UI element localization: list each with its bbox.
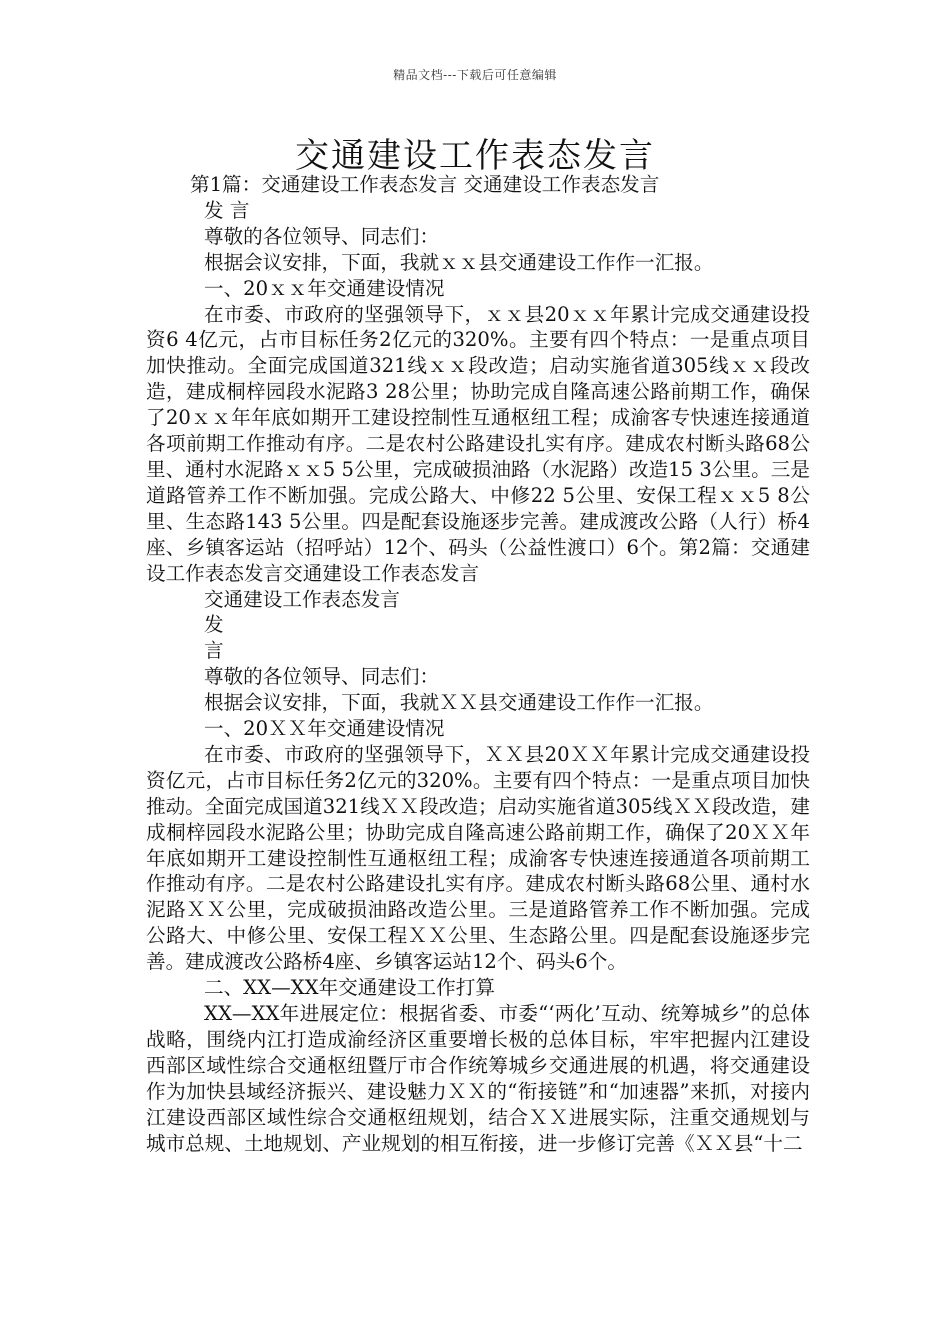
subheading: 一、20ｘｘ年交通建设情况 (204, 276, 445, 300)
body-paragraph: XX—XX年进展定位：根据省委、市委“‘两化’互动、统筹城乡”的总体战略，围绕内江打造成渝经济区重要增长极的总体目标，牢牢把握内江建设西部区域性综合交通枢纽暨厅市合作统筹城乡交通进展的机遇，将交通建设作为加快县域经济振兴、建设魅力ＸＸ的“衔接链”和“加速器”来抓，对接内江建设西部区域性综合交通枢纽规划，结合ＸＸ进展实际，注重交通规划与城市总规、土地规划、产业规划的相互衔接，进一步修订完善《ＸＸ县“十二 (146, 1002, 810, 1155)
speech-label-part-2: 言 (204, 639, 224, 663)
salutation: 尊敬的各位领导、同志们： (204, 224, 440, 248)
intro-paragraph: 根据会议安排，下面，我就ＸＸ县交通建设工作作一汇报。 (204, 691, 714, 715)
header-note: 精品文档---下载后可任意编辑 (393, 68, 557, 82)
subheading: 二、XX—XX年交通建设工作打算 (204, 976, 495, 1000)
document-title: 交通建设工作表态发言 (295, 136, 655, 176)
section-heading-1: 第1篇：交通建设工作表态发言 交通建设工作表态发言 (190, 173, 660, 196)
salutation: 尊敬的各位领导、同志们： (204, 665, 440, 689)
speech-label-part-1: 发 (204, 613, 224, 637)
section-heading-2: 交通建设工作表态发言 (204, 587, 400, 611)
intro-paragraph: 根据会议安排，下面，我就ｘｘ县交通建设工作作一汇报。 (204, 250, 714, 274)
document-body (146, 172, 810, 1156)
body-paragraph: 在市委、市政府的坚强领导下，ＸＸ县20ＸＸ年累计完成交通建设投资亿元，占市目标任务2亿元的320%。主要有四个特点：一是重点项目加快推动。全面完成国道321线ＸＸ段改造；启动实施省道305线ＸＸ段改造，建成桐梓园段水泥路公里；协助完成自隆高速公路前期工作，确保了20ＸＸ年年底如期开工建设控制性互通枢纽工程；成渝客专快速连接通道各项前期工作推动有序。二是农村公路建设扎实有序。建成农村断头路68公里、通村水泥路ＸＸ公里，完成破损油路改造公里。三是道路管养工作不断加强。完成公路大、中修公里、安保工程ＸＸ公里、生态路公里。四是配套设施逐步完善。建成渡改公路桥4座、乡镇客运站12个、码头6个。 (146, 742, 810, 974)
speech-label: 发 言 (204, 198, 250, 222)
body-paragraph: 在市委、市政府的坚强领导下，ｘｘ县20ｘｘ年累计完成交通建设投资6 4亿元，占市目标任务2亿元的320%。主要有四个特点：一是重点项目加快推动。全面完成国道321线ｘｘ段改造；启动实施省道305线ｘｘ段改造，建成桐梓园段水泥路3 28公里；协助完成自隆高速公路前期工作，确保了20ｘｘ年年底如期开工建设控制性互通枢纽工程；成渝客专快速连接通道各项前期工作推动有序。二是农村公路建设扎实有序。建成农村断头路68公里、通村水泥路ｘｘ5 5公里，完成破损油路（水泥路）改造15 3公里。三是道路管养工作不断加强。完成公路大、中修22 5公里、安保工程ｘｘ5 8公里、生态路143 5公里。四是配套设施逐步完善。建成渡改公路（人行）桥4座、乡镇客运站（招呼站）12个、码头（公益性渡口）6个。第2篇：交通建设工作表态发言交通建设工作表态发言 (146, 302, 810, 585)
subheading: 一、20ＸＸ年交通建设情况 (204, 717, 445, 741)
